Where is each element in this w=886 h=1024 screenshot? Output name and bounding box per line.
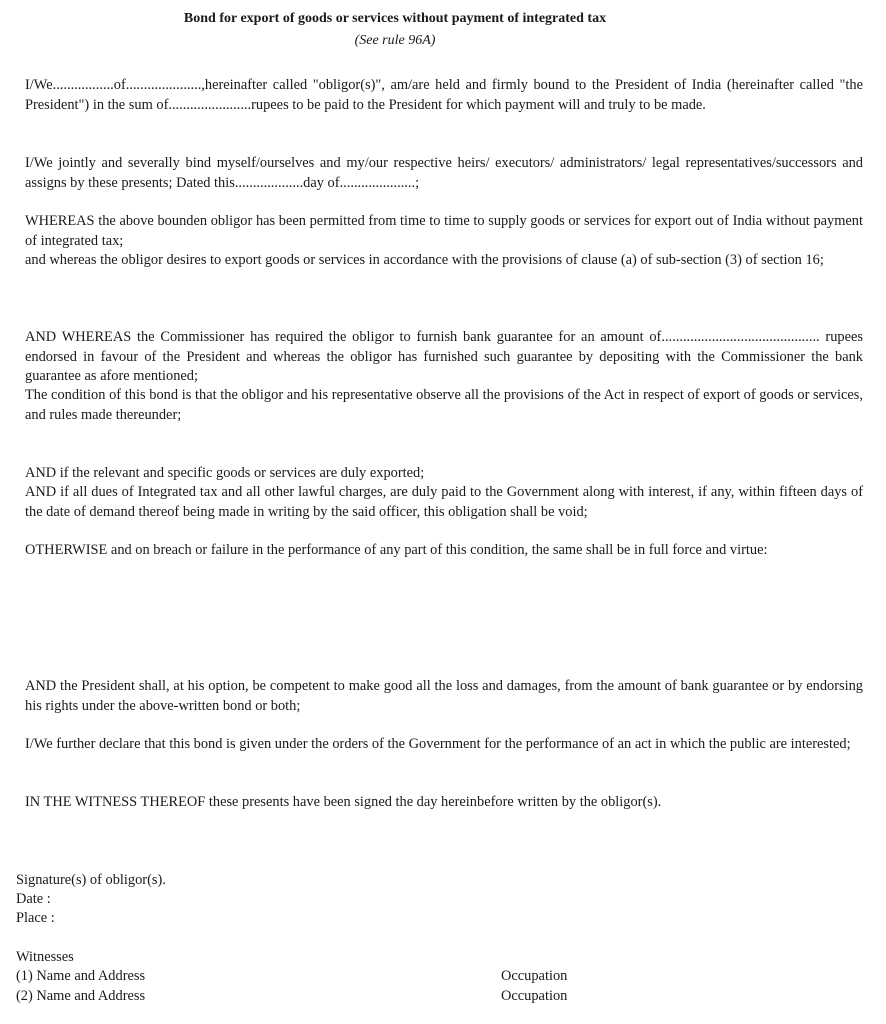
witnesses-heading: Witnesses [16, 949, 74, 965]
witness-2-name-address: (2) Name and Address [16, 988, 146, 1004]
paragraph-whereas-export: and whereas the obligor desires to export goods or services in accordance with the provisions of clause (a) of sub-section (3) of section 16; [25, 252, 824, 268]
paragraph-whereas-permitted: WHEREAS the above bounden obligor has been permitted from time to time to supply goods or services for export out of India without payment of integrated tax; [25, 213, 863, 249]
paragraph-joint-bind: I/We jointly and severally bind myself/ourselves and my/our respective heirs/ executors/ administrators/ legal representatives/successors and assigns by these presents; Dated this...................day of.....................; [25, 155, 863, 191]
paragraph-dues-paid: AND if all dues of Integrated tax and all other lawful charges, are duly paid to the Government along with interest, if any, within fifteen days of the date of demand thereof being made in writing by the said officer, this obligation shall be void; [25, 484, 863, 520]
paragraph-bank-guarantee: AND WHEREAS the Commissioner has required the obligor to furnish bank guarantee for an amount of............................................ rupees endorsed in favour of the President and whereas the obligor has furnished such guarantee by depositing with the Commissioner the bank guarantee as afore mentioned; [25, 329, 863, 384]
paragraph-further-declare: I/We further declare that this bond is given under the orders of the Government for the performance of an act in which the public are interested; [25, 736, 851, 752]
date-label: Date : [16, 891, 51, 907]
document-title: Bond for export of goods or services without payment of integrated tax [183, 11, 607, 26]
paragraph-obligor-intro: I/We.................of.....................,hereinafter called "obligor(s)", am/are held and firmly bound to the President of India (hereinafter called "the President") in the sum of.......................rupees to be paid to the President for which payment will and truly to be made. [25, 77, 863, 113]
paragraph-condition: The condition of this bond is that the obligor and his representative observe all the provisions of the Act in respect of export of goods or services, and rules made thereunder; [25, 387, 863, 423]
signature-label: Signature(s) of obligor(s). [16, 872, 166, 888]
paragraph-witness-thereof: IN THE WITNESS THEREOF these presents have been signed the day hereinbefore written by the obligor(s). [25, 794, 662, 810]
document-subtitle: (See rule 96A) [354, 33, 436, 48]
witness-2-occupation: Occupation [501, 988, 568, 1004]
paragraph-otherwise: OTHERWISE and on breach or failure in the performance of any part of this condition, the same shall be in full force and virtue: [25, 542, 768, 558]
paragraph-duly-exported: AND if the relevant and specific goods or services are duly exported; [25, 465, 425, 481]
witness-1-occupation: Occupation [501, 968, 568, 984]
place-label: Place : [16, 910, 55, 926]
witness-1-name-address: (1) Name and Address [16, 968, 146, 984]
paragraph-president-option: AND the President shall, at his option, be competent to make good all the loss and damages, from the amount of bank guarantee or by endorsing his rights under the above-written bond or both; [25, 678, 863, 714]
